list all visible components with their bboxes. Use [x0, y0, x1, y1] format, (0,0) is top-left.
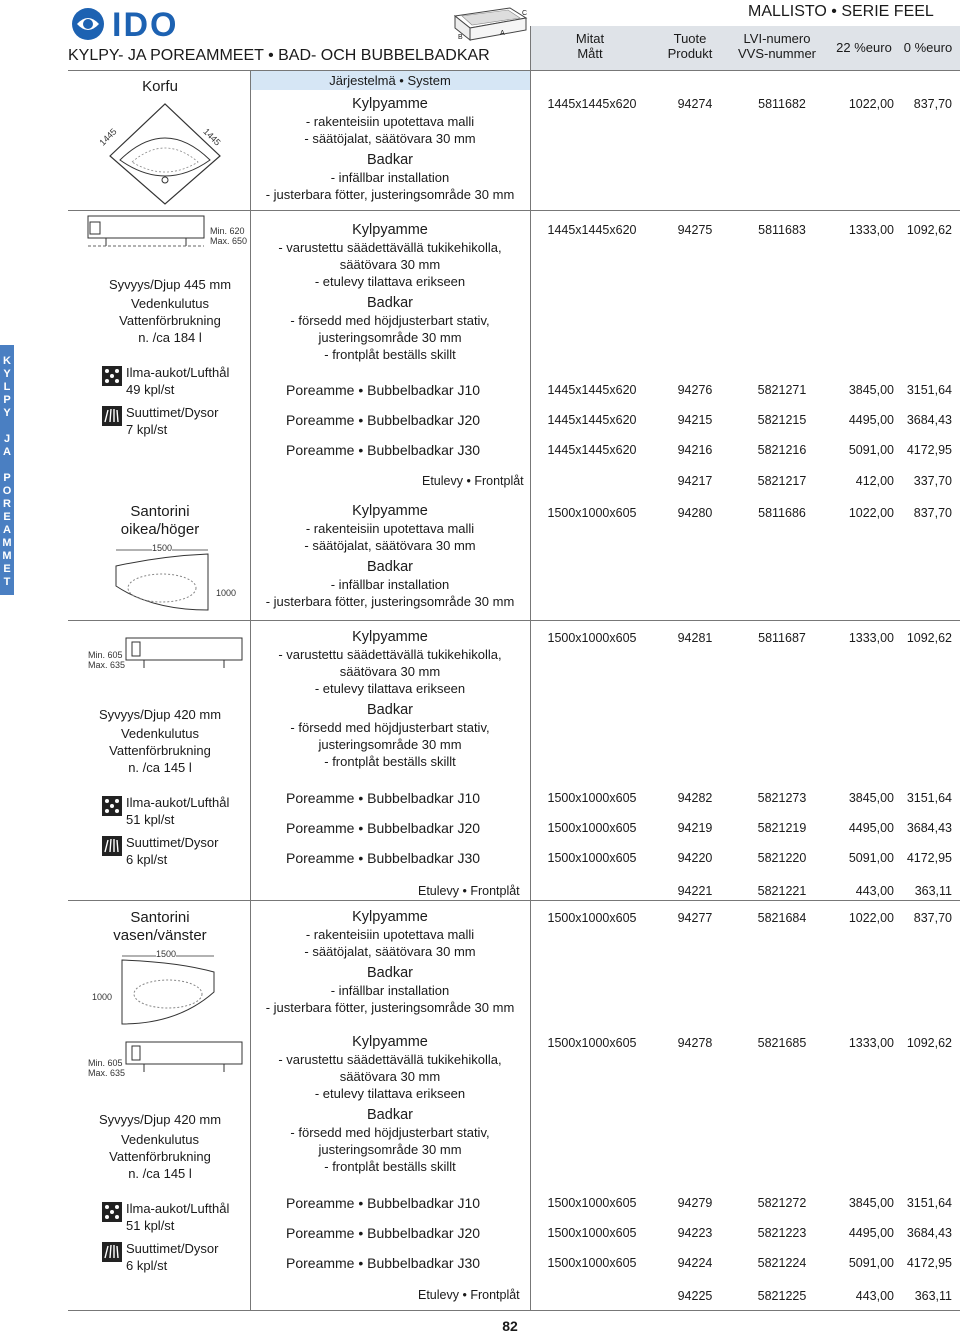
desc-line: - varustettu säädettävällä tukikehikolla,: [278, 240, 502, 255]
cell-tuote: 94276: [677, 383, 713, 397]
desc-line: - infällbar installation: [330, 170, 450, 185]
table-row: [530, 1256, 960, 1272]
korfu-dim-2: 1445: [201, 126, 223, 148]
desc-front: Etulevy • Frontplåt: [422, 474, 524, 488]
cell-tuote: 94223: [677, 1226, 713, 1240]
table-row: [530, 1196, 960, 1212]
side-letter: E: [3, 563, 11, 575]
side-letter: A: [3, 524, 11, 536]
diagram-letter-a: A: [500, 30, 505, 37]
side-letter: T: [3, 576, 11, 588]
cell-price-0: 363,11: [914, 1289, 952, 1303]
desc-title: Badkar: [367, 559, 413, 575]
cell-price-0: 1092,62: [906, 631, 952, 645]
cell-lvi: 5821224: [757, 1256, 807, 1270]
santorini-left-side-drawing: [124, 1040, 244, 1074]
desc-title: Kylpyamme: [352, 909, 428, 925]
table-row: [530, 443, 960, 459]
product-name-santorini-right: Santorini: [130, 503, 190, 520]
cell-lvi: 5821216: [757, 443, 807, 457]
santorini-left-jet-label: Suuttimet/Dysor: [126, 1241, 219, 1256]
table-row: [530, 631, 960, 647]
series-banner: MALLISTO • SERIE FEEL: [748, 3, 934, 20]
cell-price-22: 3845,00: [848, 791, 894, 805]
cell-mitat: 1500x1000x605: [547, 821, 637, 835]
air-holes-icon: [102, 1202, 122, 1222]
col-header-lvi-sv: VVS-nummer: [737, 46, 817, 61]
side-letter: P: [3, 472, 11, 484]
korfu-water-fi: Vedenkulutus: [130, 296, 210, 311]
desc-title: Kylpyamme: [352, 503, 428, 519]
cell-price-22: 4495,00: [848, 413, 894, 427]
desc-j30: Poreamme • Bubbelbadkar J30: [286, 1255, 481, 1271]
col-header-mitat: [545, 31, 635, 61]
side-letter: Y: [3, 368, 11, 380]
cell-price-22: 443,00: [855, 884, 894, 898]
cell-price-0: 337,70: [913, 474, 952, 488]
cell-mitat: 1500x1000x605: [547, 1196, 637, 1210]
col-header-tuote-sv: Produkt: [667, 46, 713, 61]
desc-title: Kylpyamme: [352, 1034, 428, 1050]
desc-j10: Poreamme • Bubbelbadkar J10: [286, 1195, 481, 1211]
cell-lvi: 5811687: [758, 631, 806, 645]
cell-price-22: 5091,00: [848, 1256, 894, 1270]
col-header-price-0: 0 %euro: [903, 40, 953, 55]
desc-line: - infällbar installation: [330, 983, 450, 998]
diagram-letter-c: C: [522, 10, 528, 17]
cell-lvi: 5821271: [757, 383, 807, 397]
cell-tuote: 94220: [677, 851, 713, 865]
santorini-left-air-label: Ilma-aukot/Lufthål: [126, 1201, 230, 1216]
side-letter: J: [3, 433, 11, 445]
table-row: [530, 884, 960, 900]
col-header-tuote: [650, 31, 730, 61]
cell-lvi: 5821684: [757, 911, 807, 925]
santorini-left-water-sv: Vattenförbrukning: [109, 1149, 211, 1164]
cell-tuote: 94225: [677, 1289, 713, 1303]
cell-tuote: 94280: [677, 506, 713, 520]
desc-title: Badkar: [367, 152, 413, 168]
grid-line: [68, 620, 960, 621]
system-label: Järjestelmä • System: [329, 73, 451, 88]
cell-price-22: 4495,00: [848, 821, 894, 835]
santorini-left-side: vasen/vänster: [113, 927, 207, 944]
air-holes-icon: [102, 796, 122, 816]
cell-tuote: 94224: [677, 1256, 713, 1270]
desc-j20: Poreamme • Bubbelbadkar J20: [286, 820, 481, 836]
desc-title: Kylpyamme: [352, 629, 428, 645]
table-row: [530, 383, 960, 399]
side-letter: R: [3, 498, 11, 510]
desc-line: - etulevy tilattava erikseen: [314, 274, 466, 289]
desc-line: justeringsområde 30 mm: [318, 737, 462, 752]
table-row: [530, 413, 960, 429]
air-holes-icon: [102, 366, 122, 386]
logo-text: IDO: [112, 6, 179, 44]
cell-price-0: 4172,95: [906, 443, 952, 457]
col-header-mitat-fi: Mitat: [575, 31, 605, 46]
diagram-letter-b: B: [458, 34, 463, 41]
santorini-right-side-drawing: [124, 636, 244, 670]
santorini-left-max: Max. 635: [88, 1068, 126, 1078]
desc-line: - varustettu säädettävällä tukikehikolla,: [278, 647, 502, 662]
grid-line: [530, 26, 531, 1310]
korfu-air-label: Ilma-aukot/Lufthål: [126, 365, 230, 380]
santorini-left-jet-value: 6 kpl/st: [126, 1258, 168, 1273]
santorini-right-min: Min. 605: [88, 650, 123, 660]
page-number: 82: [502, 1318, 518, 1334]
cell-tuote: 94275: [677, 223, 713, 237]
cell-price-22: 5091,00: [848, 443, 894, 457]
cell-price-0: 3684,43: [906, 413, 952, 427]
cell-price-0: 837,70: [913, 97, 952, 111]
santorini-right-jet-value: 6 kpl/st: [126, 852, 168, 867]
cell-mitat: 1500x1000x605: [547, 851, 637, 865]
cell-price-0: 4172,95: [906, 1256, 952, 1270]
desc-j20: Poreamme • Bubbelbadkar J20: [286, 1225, 481, 1241]
col-header-price-22: 22 %euro: [836, 40, 892, 55]
cell-mitat: 1445x1445x620: [547, 383, 637, 397]
desc-line: - justerbara fötter, justeringsområde 30 mm: [265, 187, 515, 202]
cell-price-0: 3151,64: [906, 791, 952, 805]
side-letter: M: [2, 537, 12, 549]
jets-icon: [102, 1242, 122, 1262]
cell-price-0: 363,11: [914, 884, 952, 898]
cell-tuote: 94277: [677, 911, 713, 925]
desc-line: - säätöjalat, säätövara 30 mm: [304, 131, 476, 146]
cell-tuote: 94221: [677, 884, 713, 898]
cell-price-0: 1092,62: [906, 223, 952, 237]
cell-tuote: 94217: [677, 474, 713, 488]
korfu-jet-value: 7 kpl/st: [126, 422, 168, 437]
cell-tuote: 94274: [677, 97, 713, 111]
cell-mitat: 1500x1000x605: [547, 1036, 637, 1050]
cell-lvi: 5811683: [758, 223, 806, 237]
desc-line: - infällbar installation: [330, 577, 450, 592]
cell-price-22: 4495,00: [848, 1226, 894, 1240]
desc-j30: Poreamme • Bubbelbadkar J30: [286, 850, 481, 866]
cell-price-0: 1092,62: [906, 1036, 952, 1050]
cell-price-22: 5091,00: [848, 851, 894, 865]
cell-lvi: 5821225: [757, 1289, 807, 1303]
side-letter: L: [3, 381, 11, 393]
cell-price-22: 3845,00: [848, 383, 894, 397]
santorini-right-water-value: n. /ca 145 l: [128, 760, 192, 775]
santorini-left-plan-drawing: [118, 949, 218, 1028]
cell-lvi: 5821685: [757, 1036, 807, 1050]
side-letter: Y: [3, 407, 11, 419]
santorini-left-water-value: n. /ca 145 l: [128, 1166, 192, 1181]
cell-mitat: 1445x1445x620: [547, 413, 637, 427]
santorini-right-water-fi: Vedenkulutus: [120, 726, 200, 741]
table-row: [530, 911, 960, 927]
side-letter: K: [3, 355, 11, 367]
desc-block: [250, 96, 530, 203]
cell-price-0: 837,70: [913, 911, 952, 925]
cell-price-22: 1333,00: [848, 223, 894, 237]
desc-title: Badkar: [367, 1107, 413, 1123]
santorini-right-dim-h: 1000: [216, 588, 237, 598]
table-row: [530, 1289, 960, 1305]
side-letter: O: [2, 485, 12, 497]
cell-lvi: 5821219: [757, 821, 807, 835]
desc-front: Etulevy • Frontplåt: [418, 1288, 520, 1302]
desc-line: - justerbara fötter, justeringsområde 30 mm: [265, 594, 515, 609]
cell-price-22: 1022,00: [848, 506, 894, 520]
desc-line: - justerbara fötter, justeringsområde 30 mm: [265, 1000, 515, 1015]
desc-title: Kylpyamme: [352, 222, 428, 238]
desc-line: - frontplåt beställs skillt: [324, 1159, 456, 1174]
col-header-lvi: [728, 31, 826, 61]
cell-mitat: 1500x1000x605: [547, 791, 637, 805]
desc-line: justeringsområde 30 mm: [318, 330, 462, 345]
cell-price-0: 3684,43: [906, 1226, 952, 1240]
santorini-left-dim-w: 1500: [156, 949, 177, 959]
santorini-right-air-label: Ilma-aukot/Lufthål: [126, 795, 230, 810]
santorini-right-plan-drawing: [112, 543, 212, 614]
cell-price-0: 3151,64: [906, 383, 952, 397]
desc-line: säätövara 30 mm: [339, 257, 441, 272]
cell-lvi: 5821223: [757, 1226, 807, 1240]
cell-price-22: 412,00: [855, 474, 894, 488]
cell-tuote: 94216: [677, 443, 713, 457]
cell-price-0: 3151,64: [906, 1196, 952, 1210]
desc-line: - säätöjalat, säätövara 30 mm: [304, 944, 476, 959]
grid-line: [68, 1310, 960, 1311]
cell-lvi: 5821217: [757, 474, 807, 488]
santorini-left-air-value: 51 kpl/st: [126, 1218, 175, 1233]
cell-price-0: 4172,95: [906, 851, 952, 865]
santorini-left-depth: Syvyys/Djup 420 mm: [98, 1112, 222, 1127]
cell-mitat: 1500x1000x605: [547, 1226, 637, 1240]
desc-block: [250, 909, 530, 1016]
desc-front: Etulevy • Frontplåt: [418, 884, 520, 898]
korfu-water-sv: Vattenförbrukning: [119, 313, 221, 328]
santorini-right-dim-w: 1500: [152, 543, 173, 553]
desc-line: säätövara 30 mm: [339, 1069, 441, 1084]
desc-line: säätövara 30 mm: [339, 664, 441, 679]
cell-tuote: 94282: [677, 791, 713, 805]
cell-price-22: 1022,00: [848, 97, 894, 111]
santorini-right-depth: Syvyys/Djup 420 mm: [98, 707, 222, 722]
col-header-lvi-fi: LVI-numero: [743, 31, 811, 46]
desc-line: justeringsområde 30 mm: [318, 1142, 462, 1157]
santorini-right-water-sv: Vattenförbrukning: [109, 743, 211, 758]
desc-title: Kylpyamme: [352, 96, 428, 112]
korfu-depth: Syvyys/Djup 445 mm: [108, 277, 232, 292]
korfu-side-drawing: [86, 214, 206, 248]
col-header-mitat-sv: Mått: [577, 46, 603, 61]
desc-line: - försedd med höjdjusterbart stativ,: [290, 1125, 490, 1140]
page-title: KYLPY- JA POREAMMEET • BAD- OCH BUBBELBADKAR: [68, 47, 490, 64]
desc-line: - frontplåt beställs skillt: [324, 754, 456, 769]
side-letter: M: [2, 550, 12, 562]
desc-j10: Poreamme • Bubbelbadkar J10: [286, 790, 481, 806]
desc-line: - varustettu säädettävällä tukikehikolla,: [278, 1052, 502, 1067]
desc-line: - etulevy tilattava erikseen: [314, 1086, 466, 1101]
table-row: [530, 851, 960, 867]
cell-mitat: 1445x1445x620: [547, 443, 637, 457]
desc-line: - rakenteisiin upotettava malli: [305, 521, 475, 536]
korfu-water-value: n. /ca 184 l: [138, 330, 202, 345]
grid-line: [68, 900, 960, 901]
cell-lvi: 5811682: [758, 97, 806, 111]
product-name-korfu: Korfu: [142, 78, 178, 95]
cell-lvi: 5811686: [758, 506, 806, 520]
cell-tuote: 94281: [677, 631, 713, 645]
cell-mitat: 1500x1000x605: [547, 1256, 637, 1270]
cell-mitat: 1500x1000x605: [547, 911, 637, 925]
cell-price-22: 1333,00: [848, 1036, 894, 1050]
korfu-min: Min. 620: [210, 226, 245, 236]
table-row: [530, 1226, 960, 1242]
desc-line: - etulevy tilattava erikseen: [314, 681, 466, 696]
table-row: [530, 506, 960, 522]
santorini-left-dim-h: 1000: [92, 992, 113, 1002]
korfu-jet-label: Suuttimet/Dysor: [126, 405, 219, 420]
grid-line: [68, 70, 960, 71]
cell-tuote: 94279: [677, 1196, 713, 1210]
santorini-right-air-value: 51 kpl/st: [126, 812, 175, 827]
santorini-right-max: Max. 635: [88, 660, 126, 670]
cell-lvi: 5821221: [757, 884, 807, 898]
cell-price-22: 1333,00: [848, 631, 894, 645]
desc-line: - säätöjalat, säätövara 30 mm: [304, 538, 476, 553]
table-row: [530, 1036, 960, 1052]
desc-line: - rakenteisiin upotettava malli: [305, 114, 475, 129]
side-letter: E: [3, 511, 11, 523]
santorini-left-min: Min. 605: [88, 1058, 123, 1068]
korfu-air-value: 49 kpl/st: [126, 382, 175, 397]
jets-icon: [102, 406, 122, 426]
desc-line: - frontplåt beställs skillt: [324, 347, 456, 362]
cell-price-0: 837,70: [913, 506, 952, 520]
cell-price-0: 3684,43: [906, 821, 952, 835]
side-letter: P: [3, 394, 11, 406]
bathtub-diagram: [450, 4, 530, 44]
desc-j30: Poreamme • Bubbelbadkar J30: [286, 442, 481, 458]
desc-title: Badkar: [367, 295, 413, 311]
cell-tuote: 94215: [677, 413, 713, 427]
cell-tuote: 94278: [677, 1036, 713, 1050]
desc-block: [250, 503, 530, 610]
cell-lvi: 5821215: [757, 413, 807, 427]
korfu-max: Max. 650: [210, 236, 248, 246]
desc-block: [250, 1034, 530, 1175]
table-row: [530, 223, 960, 239]
grid-line: [68, 210, 960, 211]
side-letter: A: [3, 446, 11, 458]
logo: [68, 4, 218, 44]
table-row: [530, 821, 960, 837]
desc-j10: Poreamme • Bubbelbadkar J10: [286, 382, 481, 398]
table-row: [530, 791, 960, 807]
col-header-tuote-fi: Tuote: [673, 31, 707, 46]
korfu-plan-drawing: [90, 96, 240, 208]
cell-price-22: 443,00: [855, 1289, 894, 1303]
desc-line: - försedd med höjdjusterbart stativ,: [290, 313, 490, 328]
desc-j20: Poreamme • Bubbelbadkar J20: [286, 412, 481, 428]
desc-line: - försedd med höjdjusterbart stativ,: [290, 720, 490, 735]
korfu-dim-1: 1445: [97, 126, 119, 148]
santorini-left-water-fi: Vedenkulutus: [120, 1132, 200, 1147]
cell-tuote: 94219: [677, 821, 713, 835]
cell-mitat: 1500x1000x605: [547, 506, 637, 520]
desc-title: Badkar: [367, 702, 413, 718]
cell-price-22: 3845,00: [848, 1196, 894, 1210]
product-name-santorini-left: Santorini: [130, 909, 190, 926]
santorini-right-jet-label: Suuttimet/Dysor: [126, 835, 219, 850]
cell-mitat: 1445x1445x620: [547, 223, 637, 237]
cell-lvi: 5821273: [757, 791, 807, 805]
cell-lvi: 5821220: [757, 851, 807, 865]
cell-price-22: 1022,00: [848, 911, 894, 925]
santorini-right-side: oikea/höger: [120, 521, 200, 538]
cell-mitat: 1445x1445x620: [547, 97, 637, 111]
cell-mitat: 1500x1000x605: [547, 631, 637, 645]
desc-line: - rakenteisiin upotettava malli: [305, 927, 475, 942]
table-row: [530, 474, 960, 490]
desc-title: Badkar: [367, 965, 413, 981]
desc-block: [250, 222, 530, 363]
jets-icon: [102, 836, 122, 856]
table-row: [530, 97, 960, 113]
cell-lvi: 5821272: [757, 1196, 807, 1210]
desc-block: [250, 629, 530, 770]
